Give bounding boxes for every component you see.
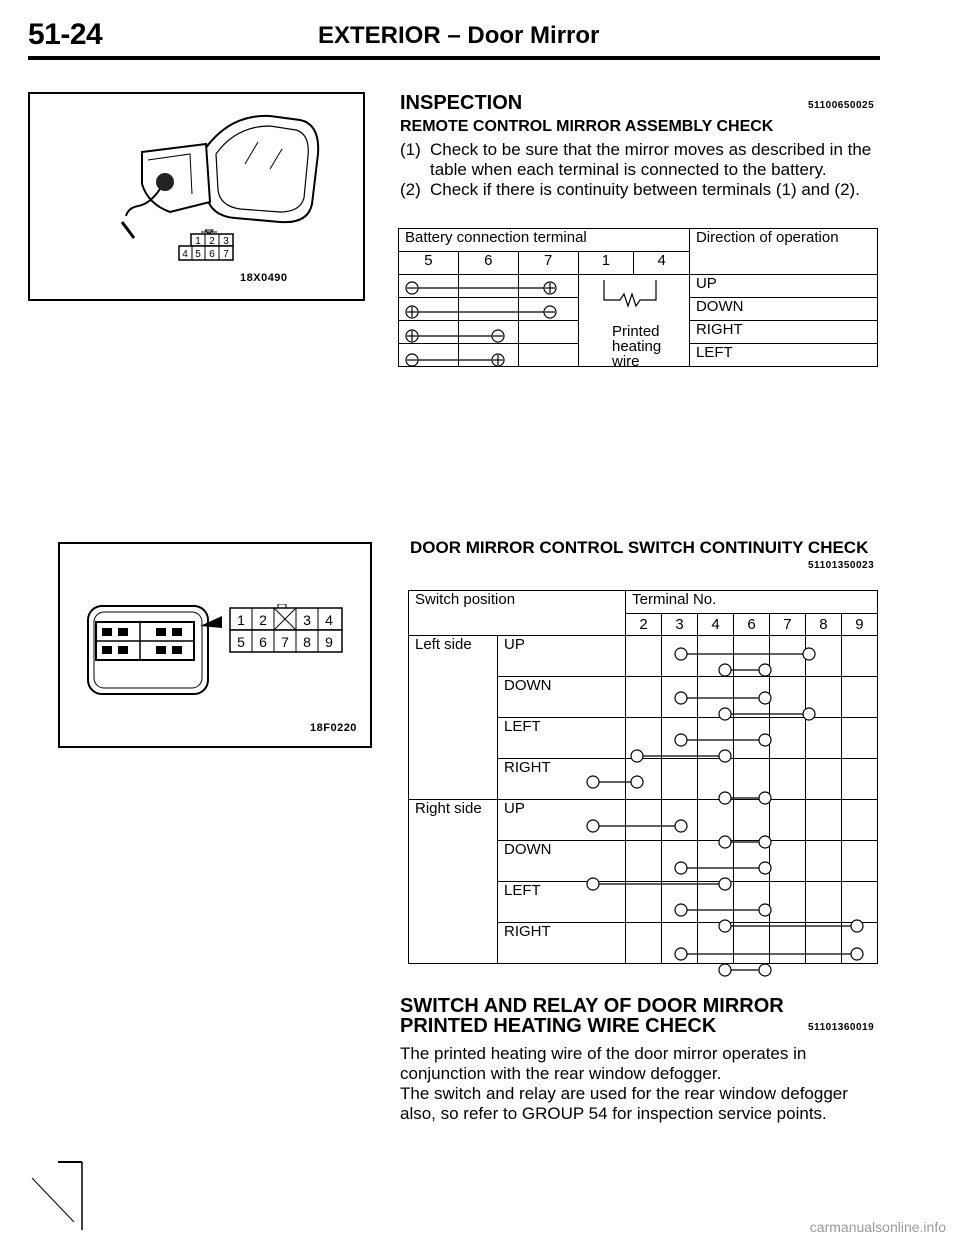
- heating-wire-label: Printed heating wire: [612, 323, 662, 370]
- relay-heading-line1: SWITCH AND RELAY OF DOOR MIRROR: [400, 995, 784, 1017]
- watermark: carmanualsonline.info: [809, 1219, 946, 1235]
- right-up: UP: [498, 800, 626, 841]
- svg-text:2: 2: [209, 236, 215, 247]
- step-2: (2) Check if there is continuity between terminals (1) and (2).: [400, 180, 860, 199]
- doc-id: 51101360019: [808, 1022, 875, 1033]
- connector-icon: [175, 228, 255, 264]
- relay-check-heading: [400, 996, 784, 1036]
- terminal-3: 3: [662, 613, 698, 636]
- svg-text:4: 4: [325, 612, 333, 628]
- terminal-7: 7: [769, 613, 805, 636]
- svg-text:3: 3: [303, 612, 311, 628]
- terminal-4: 4: [634, 252, 690, 275]
- continuity-table: [408, 590, 878, 986]
- right-left: LEFT: [498, 882, 626, 923]
- page-number: 51-24: [28, 18, 103, 51]
- terminal-no-header: Terminal No.: [626, 591, 878, 614]
- terminal-2: 2: [626, 613, 662, 636]
- relay-paragraph-1: The printed heating wire of the door mirror operates in conjunction with the rear window defogger.: [400, 1044, 807, 1083]
- svg-text:3: 3: [223, 236, 229, 247]
- corner-mark: [30, 1140, 90, 1230]
- svg-text:5: 5: [195, 249, 201, 260]
- figure-code: 18X0490: [240, 272, 288, 284]
- terminal-7: 7: [518, 252, 578, 275]
- left-up: UP: [498, 636, 626, 677]
- svg-text:1: 1: [237, 612, 245, 628]
- terminal-1: 1: [578, 252, 634, 275]
- svg-text:1: 1: [195, 236, 201, 247]
- switch-position-header: Switch position: [409, 591, 626, 636]
- svg-text:6: 6: [209, 249, 215, 260]
- svg-text:5: 5: [237, 634, 245, 650]
- svg-text:4: 4: [182, 249, 188, 260]
- left-left: LEFT: [498, 718, 626, 759]
- svg-text:2: 2: [259, 612, 267, 628]
- terminal-9: 9: [841, 613, 877, 636]
- terminal-8: 8: [805, 613, 841, 636]
- inspection-steps: [400, 140, 878, 200]
- inspection-heading: INSPECTION: [400, 92, 523, 114]
- right-right: RIGHT: [498, 923, 626, 964]
- terminal-5: 5: [399, 252, 459, 275]
- left-side-label: Left side: [409, 636, 498, 800]
- svg-text:6: 6: [259, 634, 267, 650]
- header-rule: [28, 56, 880, 60]
- right-side-label: Right side: [409, 800, 498, 964]
- battery-terminal-header: Battery connection terminal: [399, 229, 690, 252]
- doc-id: 51100650025: [808, 100, 875, 111]
- figure-code: 18F0220: [310, 722, 357, 734]
- switch-check-heading: DOOR MIRROR CONTROL SWITCH CONTINUITY CHECK: [410, 538, 869, 557]
- right-down: DOWN: [498, 841, 626, 882]
- terminal-6: 6: [734, 613, 770, 636]
- direction-up: UP: [689, 275, 877, 298]
- battery-table: [398, 228, 878, 380]
- relay-paragraph: [400, 1044, 878, 1124]
- svg-text:9: 9: [325, 634, 333, 650]
- svg-text:7: 7: [281, 634, 289, 650]
- control-switch-figure: [58, 542, 372, 748]
- direction-right: RIGHT: [689, 321, 877, 344]
- switch-connector-icon: [228, 604, 348, 654]
- terminal-4: 4: [698, 613, 734, 636]
- mirror-illustration: [30, 94, 363, 299]
- assembly-check-heading: REMOTE CONTROL MIRROR ASSEMBLY CHECK: [400, 118, 774, 135]
- svg-text:8: 8: [303, 634, 311, 650]
- left-down: DOWN: [498, 677, 626, 718]
- relay-heading-line2: PRINTED HEATING WIRE CHECK: [400, 1015, 717, 1037]
- direction-left: LEFT: [689, 344, 877, 367]
- doc-id: 51101350023: [808, 560, 875, 571]
- left-right: RIGHT: [498, 759, 626, 800]
- direction-down: DOWN: [689, 298, 877, 321]
- terminal-6: 6: [458, 252, 518, 275]
- mirror-assembly-figure: [28, 92, 365, 301]
- step-1: (1) Check to be sure that the mirror moves as described in the table when each terminal is connected to the battery.: [400, 140, 872, 179]
- direction-header: Direction of operation: [689, 229, 877, 275]
- section-title: EXTERIOR – Door Mirror: [318, 22, 600, 49]
- relay-paragraph-2: The switch and relay are used for the rear window defogger also, so refer to GROUP 54 for inspection service points.: [400, 1084, 848, 1123]
- svg-text:7: 7: [223, 249, 229, 260]
